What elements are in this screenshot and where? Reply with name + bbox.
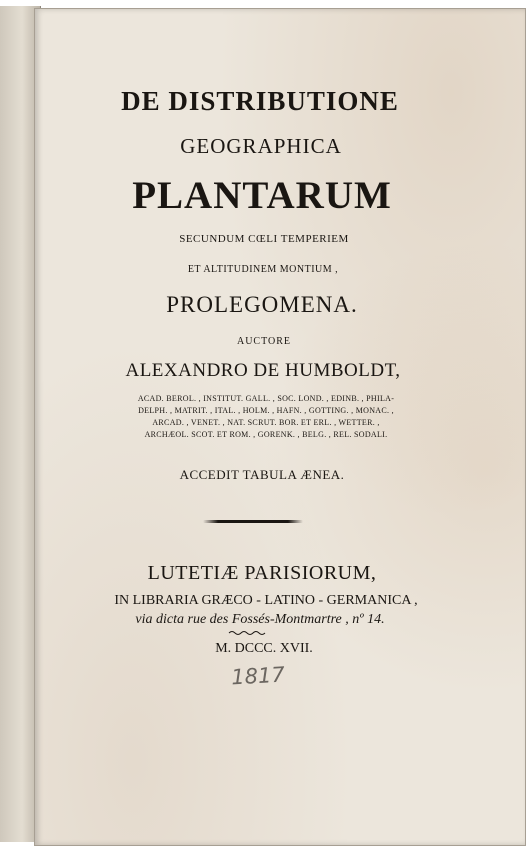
academies-line-4: ARCHÆOL. SCOT. ET ROM. , GORENK. , BELG. , REL. SODALI.	[144, 430, 388, 439]
imprint-address: via dicta rue des Fossés-Montmartre , nº 14.	[135, 612, 385, 627]
academies-line-1: ACAD. BEROL. , INSTITUT. GALL. , SOC. LOND. , EDINB. , PHILA-	[137, 394, 395, 403]
title-line-2: GEOGRAPHICA	[180, 134, 342, 158]
academies-line-3: ARCAD. , VENET. , NAT. SCRUT. BOR. ET ERL. , WETTER. ,	[152, 418, 380, 427]
imprint-city: LUTETIÆ PARISIORUM,	[147, 562, 377, 584]
auctore-label: AUCTORE	[236, 336, 292, 347]
handwritten-year-note: 1817	[230, 662, 286, 690]
imprint-year: M. DCCC. XVII.	[215, 641, 313, 656]
academies-line-2: DELPH. , MATRIT. , ITAL. , HOLM. , HAFN. , GOTTING. , MONAC. ,	[138, 406, 394, 415]
accedit-line: ACCEDIT TABULA ÆNEA.	[179, 467, 345, 482]
wavy-ornament	[228, 630, 268, 636]
author-name: ALEXANDRO DE HUMBOLDT,	[125, 360, 401, 381]
ornamental-rule	[203, 520, 303, 523]
imprint-publisher: IN LIBRARIA GRÆCO - LATINO - GERMANICA ,	[114, 593, 418, 608]
subtitle-line-1: SECUNDUM CŒLI TEMPERIEM	[179, 233, 349, 245]
title-line-3: PLANTARUM	[132, 174, 392, 217]
title-line-1: DE DISTRIBUTIONE	[121, 86, 399, 116]
prolegomena-heading: PROLEGOMENA.	[166, 292, 358, 317]
subtitle-line-2: ET ALTITUDINEM MONTIUM ,	[187, 264, 339, 275]
